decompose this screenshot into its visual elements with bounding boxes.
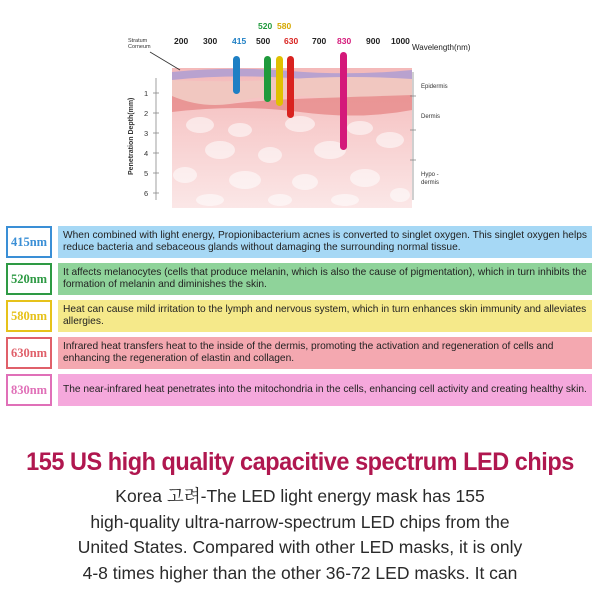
band-row-830nm <box>6 374 592 406</box>
wavelength-tick-1000: 1000 <box>391 36 410 46</box>
depth-tick-3: 3 <box>144 129 149 138</box>
band-row-520nm <box>6 263 592 295</box>
band-description: When combined with light energy, Propionibacterium acnes is converted to singlet oxygen. This singlet oxygen helps reduce bacteria and sebaceous glands without damaging the surrounding normal tissue. <box>58 226 592 258</box>
dermis-label: Dermis <box>421 114 440 120</box>
depth-tick-5: 5 <box>144 169 149 178</box>
band-description: Heat can cause mild irritation to the lymph and nervous system, which in turn enhances skin immunity and alleviates allergies. <box>58 300 592 332</box>
bar-630 <box>287 56 294 118</box>
wavelength-tick-415: 415 <box>232 36 247 46</box>
bar-830 <box>340 52 347 150</box>
band-tag: 830nm <box>6 374 52 406</box>
wavelength-tick-200: 200 <box>174 36 189 46</box>
hypodermis-label-2: dermis <box>421 180 440 186</box>
bar-415 <box>233 56 240 94</box>
band-description: The near-infrared heat penetrates into the mitochondria in the cells, enhancing cell activity and creating healthy skin. <box>58 374 592 406</box>
wavelength-upper-580: 580 <box>277 21 292 31</box>
epidermis-label: Epidermis <box>421 84 448 90</box>
hypodermis-label-1: Hypo - <box>421 172 439 178</box>
body-line: high-quality ultra-narrow-spectrum LED chips from the <box>90 511 510 532</box>
headline: 155 US high quality capacitive spectrum LED chips <box>26 448 574 476</box>
wavelength-ticks <box>174 36 410 46</box>
band-description: It affects melanocytes (cells that produce melanin, which is also the cause of pigmentation), which in turn inhibits the formation of melanin and diminishes the skin. <box>58 263 592 295</box>
wavelength-tick-900: 900 <box>366 36 381 46</box>
wavelength-description-table <box>6 226 592 411</box>
stratum-pointer <box>150 52 180 70</box>
body-line: Korea 고려-The LED light energy mask has 155 <box>115 486 485 506</box>
corneum-label: Corneum <box>128 44 151 50</box>
band-row-630nm <box>6 337 592 369</box>
wavelength-tick-630: 630 <box>284 36 299 46</box>
depth-tick-1: 1 <box>144 89 149 98</box>
body-paragraph <box>40 484 560 586</box>
band-tag: 520nm <box>6 263 52 295</box>
band-description: Infrared heat transfers heat to the inside of the dermis, promoting the activation and regeneration of cells and enhancing the regeneration of elastin and collagen. <box>58 337 592 369</box>
wavelength-penetration-diagram <box>0 0 600 215</box>
body-line: 4-8 times higher than the other 36-72 LED masks. It can <box>82 562 518 583</box>
wavelength-tick-830: 830 <box>337 36 352 46</box>
band-row-580nm <box>6 300 592 332</box>
body-line: United States. Compared with other LED masks, it is only <box>77 537 523 557</box>
wavelength-tick-300: 300 <box>203 36 218 46</box>
depth-axis-label: Penetration Depth(mm) <box>128 97 135 175</box>
depth-tick-6: 6 <box>144 189 149 198</box>
bar-520 <box>264 56 271 102</box>
depth-tick-2: 2 <box>144 109 149 118</box>
depth-tick-4: 4 <box>144 149 149 158</box>
wavelength-tick-500: 500 <box>256 36 271 46</box>
bar-580 <box>276 56 283 106</box>
stratum-label: Stratum <box>128 38 148 44</box>
wavelength-tick-700: 700 <box>312 36 327 46</box>
band-tag: 580nm <box>6 300 52 332</box>
band-tag: 630nm <box>6 337 52 369</box>
depth-ticks <box>144 89 159 198</box>
wavelength-upper-520: 520 <box>258 21 273 31</box>
band-tag: 415nm <box>6 226 52 258</box>
band-row-415nm <box>6 226 592 258</box>
wavelength-axis-label: Wavelength(nm) <box>412 43 471 52</box>
